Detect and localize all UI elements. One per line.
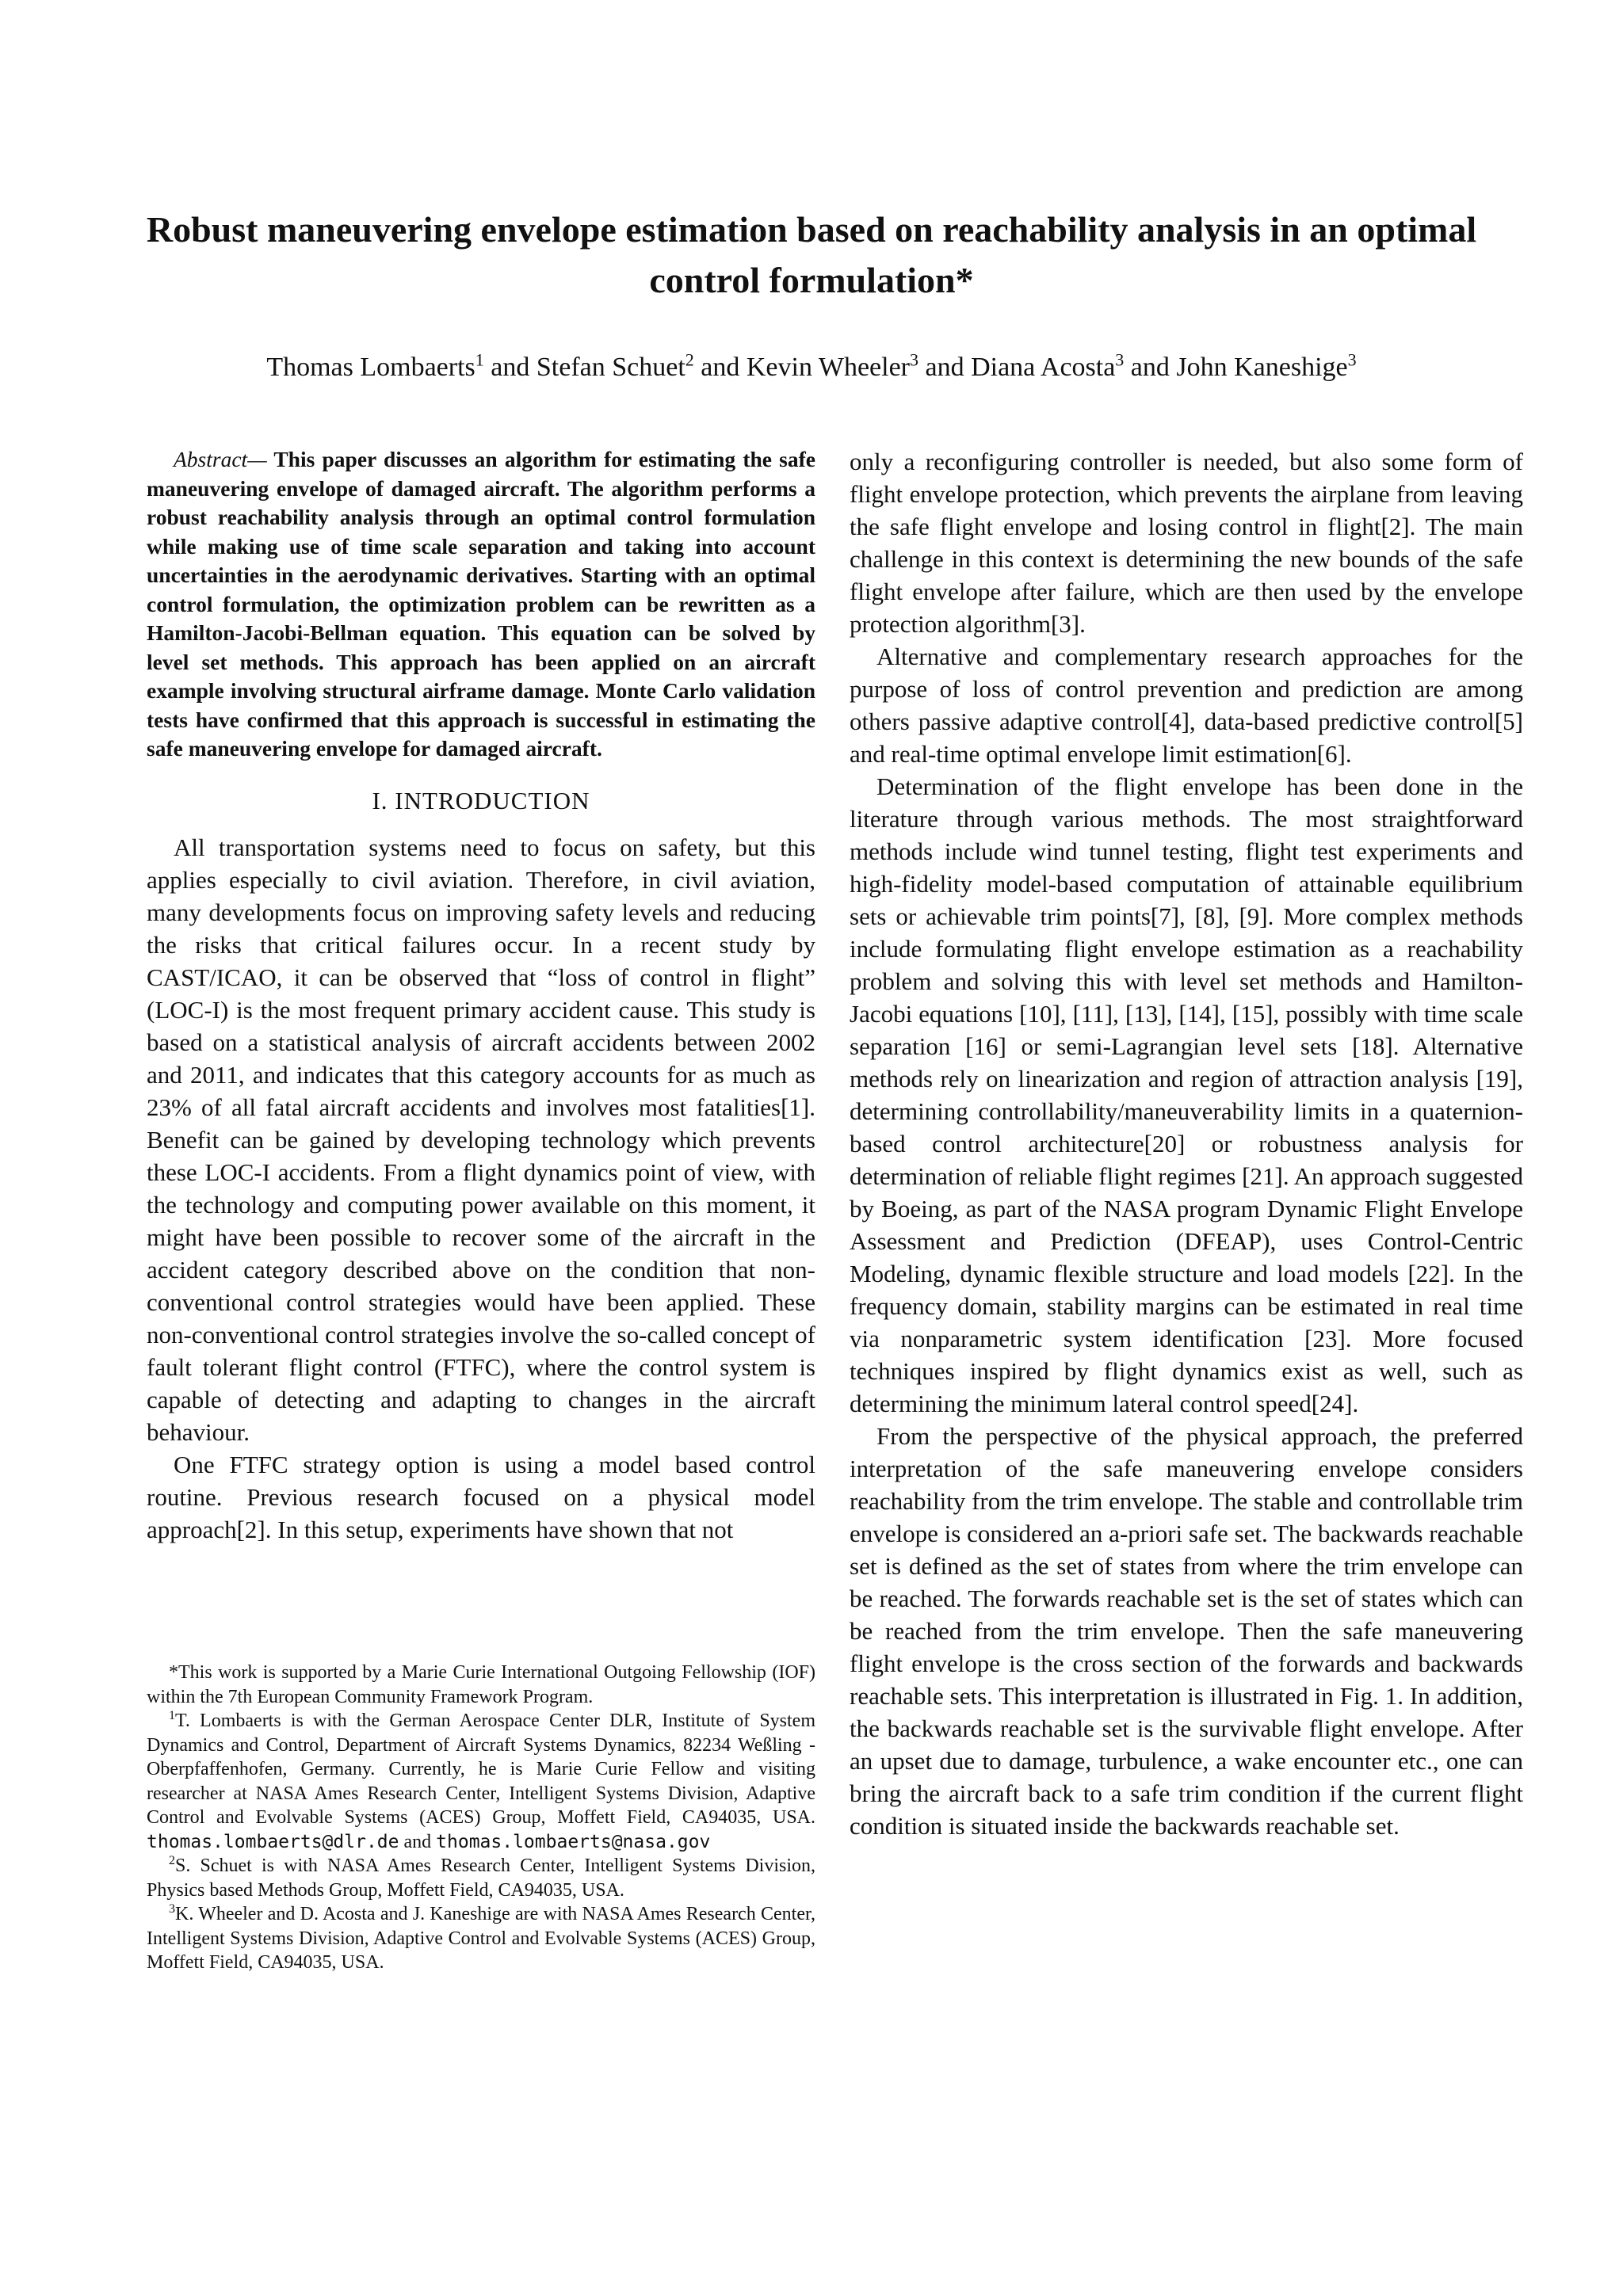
affiliation-footnote-3 xyxy=(147,1902,815,1975)
body-paragraph: Determination of the flight envelope has been done in the literature through various methods. The most straightforward methods include wind tunnel testing, flight test experiments and high-fidelity model-based computation of attainable equilibrium sets or achievable trim points[7], [8], [9]. More complex methods include formulating flight envelope estimation as a reachability problem and solving this with level set methods and Hamilton-Jacobi equations [10], [11], [13], [14], [15], possibly with time scale separation [16] or semi-Lagrangian level sets [18]. Alternative methods rely on linearization and region of attraction analysis [19], determining controllability/maneuverability limits in a quaternion-based control architecture[20] or robustness analysis for determination of reliable flight regimes [21]. An approach suggested by Boeing, as part of the NASA program Dynamic Flight Envelope Assessment and Prediction (DFEAP), uses Control-Centric Modeling, dynamic flexible structure and load models [22]. In the frequency domain, stability margins can be estimated in real time via nonparametric system identification [23]. More focused techniques inspired by flight dynamics exist as well, such as determining the minimum lateral control speed[24]. xyxy=(850,772,1523,1417)
author-name: Thomas Lombaerts xyxy=(266,353,475,382)
section-heading-introduction: I. INTRODUCTION xyxy=(372,786,590,814)
body-paragraph: All transportation systems need to focus on safety, but this applies especially to civil aviation. Therefore, in civil aviation, many developments focus on improving safety levels and reducing the risks that critical failures occur. In a recent study by CAST/ICAO, it can be observed that “loss of control in flight” (LOC-I) is the most frequent primary accident cause. This study is based on a statistical analysis of aircraft accidents between 2002 and 2011, and indicates that this category accounts for as much as 23% of all fatal aircraft accidents and involves most fatalities[1]. Benefit can be gained by developing technology which prevents these LOC-I accidents. From a flight dynamics point of view, with the technology and computing power available on this moment, it might have been possible to recover some of the aircraft in the accident category described above on the condition that non-conventional control strategies would have been applied. These non-conventional control strategies involve the so-called concept of fault tolerant flight control (FTFC), where the control system is capable of detecting and adapting to changes in the aircraft behaviour. xyxy=(147,833,815,1446)
footnote-mark: 2 xyxy=(169,1854,175,1867)
funding-footnote: *This work is supported by a Marie Curie International Outgoing Fellowship (IOF) within the 7th European Community Framework Program. xyxy=(147,1662,815,1707)
right-column xyxy=(850,445,1523,1842)
author-affiliation-mark: 3 xyxy=(909,349,918,370)
author-name: John Kaneshige xyxy=(1176,353,1348,382)
author-separator: and xyxy=(701,353,740,382)
author-name: Kevin Wheeler xyxy=(746,353,910,382)
abstract xyxy=(147,445,815,764)
footnote-text: T. Lombaerts is with the German Aerospace Center DLR, Institute of System Dynamics and Control, Department of Aircraft Systems Dynamics, 82234 Weßling - Oberpfaffenhofen, Germany. Currently, he is Marie Curie Fellow and visiting researcher at NASA Ames Research Center, Intelligent Systems Division, Adaptive Control and Evolvable Systems (ACES) Group, Moffett Field, CA94035, USA. xyxy=(147,1711,815,1828)
footnotes xyxy=(147,1661,815,1975)
affiliation-footnote-1 xyxy=(147,1709,815,1854)
abstract-label: Abstract— xyxy=(174,447,267,471)
author-affiliation-mark: 3 xyxy=(1115,349,1125,370)
author-affiliation-mark: 3 xyxy=(1347,349,1357,370)
left-column xyxy=(147,445,815,1546)
body-paragraph: only a reconfiguring controller is needed, but also some form of flight envelope protection, which prevents the airplane from leaving the safe flight envelope and losing control in flight[2]. The main challenge in this context is determining the new bounds of the safe flight envelope after failure, which are then used by the envelope protection algorithm[3]. xyxy=(850,448,1523,638)
footnote-text: K. Wheeler and D. Acosta and J. Kaneshige are with NASA Ames Research Center, Intelligent Systems Division, Adaptive Control and Evolvable Systems (ACES) Group, Moffett Field, CA94035, USA. xyxy=(147,1904,815,1973)
author-name: Stefan Schuet xyxy=(536,353,685,382)
author-name: Diana Acosta xyxy=(971,353,1116,382)
email-link[interactable]: thomas.lombaerts@nasa.gov xyxy=(436,1831,711,1852)
author-separator: and xyxy=(1130,353,1170,382)
footnote-mark: 3 xyxy=(169,1902,175,1916)
author-list xyxy=(79,349,1544,387)
author-separator: and xyxy=(491,353,530,382)
paper-title: Robust maneuvering envelope estimation based on reachability analysis in an optimal control formulation* xyxy=(146,209,1477,300)
footnote-conjunction: and xyxy=(399,1831,437,1852)
affiliation-footnote-2 xyxy=(147,1854,815,1902)
abstract-text: This paper discusses an algorithm for estimating the safe maneuvering envelope of damaged aircraft. The algorithm performs a robust reachability analysis through an optimal control formulation while making use of time scale separation and taking into account uncertainties in the aerodynamic derivatives. Starting with an optimal control formulation, the optimization problem can be rewritten as a Hamilton-Jacobi-Bellman equation. This equation can be solved by level set methods. This approach has been applied on an aircraft example involving structural airframe damage. Monte Carlo validation tests have confirmed that this approach is successful in estimating the safe maneuvering envelope for damaged aircraft. xyxy=(147,447,815,761)
email-link[interactable]: thomas.lombaerts@dlr.de xyxy=(147,1831,399,1852)
body-paragraph: One FTFC strategy option is using a model based control routine. Previous research focused on a physical model approach[2]. In this setup, experiments have shown that not xyxy=(147,1450,815,1543)
footnote-text: S. Schuet is with NASA Ames Research Center, Intelligent Systems Division, Physics based Methods Group, Moffett Field, CA94035, USA. xyxy=(147,1855,815,1901)
author-separator: and xyxy=(925,353,964,382)
author-affiliation-mark: 1 xyxy=(475,349,484,370)
body-paragraph: From the perspective of the physical approach, the preferred interpretation of the safe maneuvering envelope considers reachability from the trim envelope. The stable and controllable trim envelope is considered an a-priori safe set. The backwards reachable set is defined as the set of states from where the trim envelope can be reached. The forwards reachable set is the set of states which can be reached from the trim envelope. Then the safe maneuvering flight envelope is the cross section of the forwards and backwards reachable sets. This interpretation is illustrated in Fig. 1. In addition, the backwards reachable set is the survivable flight envelope. After an upset due to damage, turbulence, a wake encounter etc., one can bring the aircraft back to a safe trim condition if the current flight condition is situated inside the backwards reachable set. xyxy=(850,1422,1523,1840)
body-paragraph: Alternative and complementary research approaches for the purpose of loss of control prevention and prediction are among others passive adaptive control[4], data-based predictive control[5] and real-time optimal envelope limit estimation[6]. xyxy=(850,643,1523,768)
author-affiliation-mark: 2 xyxy=(685,349,694,370)
footnote-mark: 1 xyxy=(169,1709,175,1722)
